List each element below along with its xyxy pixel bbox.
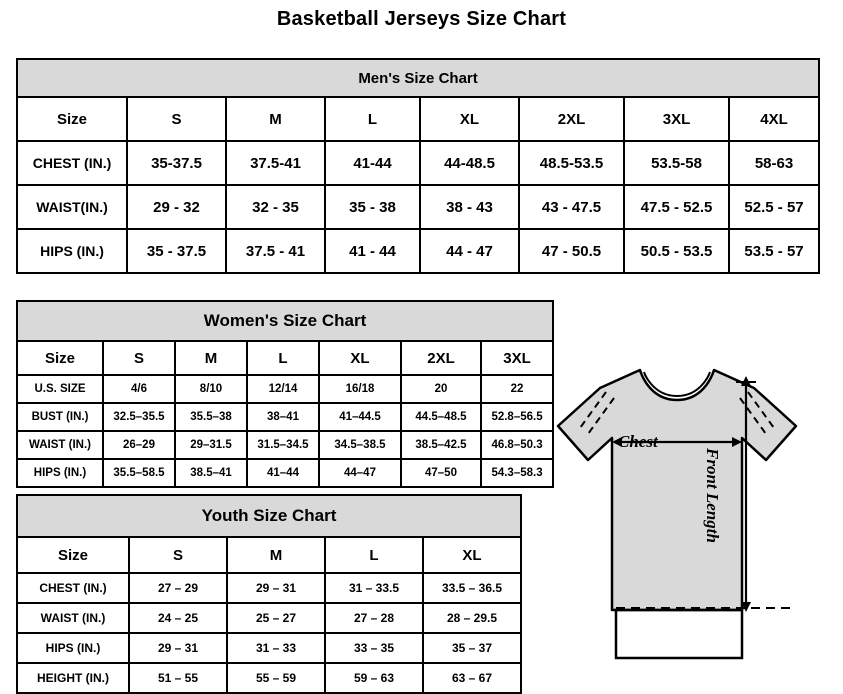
table-cell: 63 – 67 <box>423 663 521 693</box>
table-cell: 16/18 <box>319 375 401 403</box>
table-cell: 47.5 - 52.5 <box>624 185 729 229</box>
row-label: WAIST(IN.) <box>17 185 127 229</box>
table-cell: 53.5 - 57 <box>729 229 819 273</box>
table-cell: 52.5 - 57 <box>729 185 819 229</box>
table-cell: 31 – 33.5 <box>325 573 423 603</box>
row-label: HIPS (IN.) <box>17 229 127 273</box>
table-row <box>17 403 553 431</box>
table-cell: 50.5 - 53.5 <box>624 229 729 273</box>
row-label: BUST (IN.) <box>17 403 103 431</box>
jersey-measurement-diagram <box>540 348 840 668</box>
table-cell: 44–47 <box>319 459 401 487</box>
column-header: Size <box>17 537 129 573</box>
table-cell: 20 <box>401 375 481 403</box>
column-header: S <box>127 97 226 141</box>
table-row <box>17 185 819 229</box>
column-header: 4XL <box>729 97 819 141</box>
table-cell: 55 – 59 <box>227 663 325 693</box>
table-row <box>17 141 819 185</box>
table-cell: 34.5–38.5 <box>319 431 401 459</box>
table-caption-row <box>17 301 553 341</box>
youth-chart-caption: Youth Size Chart <box>17 495 521 537</box>
column-header: Size <box>17 97 127 141</box>
table-cell: 43 - 47.5 <box>519 185 624 229</box>
table-cell: 35 – 37 <box>423 633 521 663</box>
womens-size-chart-table <box>16 300 554 488</box>
table-cell: 12/14 <box>247 375 319 403</box>
table-row <box>17 459 553 487</box>
column-header: L <box>247 341 319 375</box>
table-cell: 22 <box>481 375 553 403</box>
table-header-row <box>17 341 553 375</box>
column-header: XL <box>420 97 519 141</box>
table-cell: 37.5-41 <box>226 141 325 185</box>
table-cell: 46.8–50.3 <box>481 431 553 459</box>
table-cell: 32.5–35.5 <box>103 403 175 431</box>
table-row <box>17 603 521 633</box>
column-header: L <box>325 537 423 573</box>
table-cell: 44 - 47 <box>420 229 519 273</box>
table-cell: 38 - 43 <box>420 185 519 229</box>
table-cell: 35 - 37.5 <box>127 229 226 273</box>
column-header: S <box>129 537 227 573</box>
row-label: CHEST (IN.) <box>17 141 127 185</box>
table-row <box>17 663 521 693</box>
column-header: L <box>325 97 420 141</box>
table-cell: 47–50 <box>401 459 481 487</box>
table-cell: 59 – 63 <box>325 663 423 693</box>
mens-size-chart-table <box>16 58 820 274</box>
jersey-shirt-icon <box>540 348 840 668</box>
table-cell: 35.5–58.5 <box>103 459 175 487</box>
table-cell: 33 – 35 <box>325 633 423 663</box>
table-cell: 27 – 28 <box>325 603 423 633</box>
youth-size-chart-table <box>16 494 522 694</box>
table-cell: 26–29 <box>103 431 175 459</box>
table-header-row <box>17 537 521 573</box>
table-cell: 44-48.5 <box>420 141 519 185</box>
table-cell: 48.5-53.5 <box>519 141 624 185</box>
row-label: U.S. SIZE <box>17 375 103 403</box>
womens-chart-caption: Women's Size Chart <box>17 301 553 341</box>
table-cell: 41–44 <box>247 459 319 487</box>
table-cell: 24 – 25 <box>129 603 227 633</box>
table-cell: 54.3–58.3 <box>481 459 553 487</box>
table-caption-row <box>17 495 521 537</box>
table-cell: 38.5–42.5 <box>401 431 481 459</box>
table-cell: 41-44 <box>325 141 420 185</box>
table-cell: 41–44.5 <box>319 403 401 431</box>
column-header: M <box>175 341 247 375</box>
table-cell: 38.5–41 <box>175 459 247 487</box>
table-cell: 47 - 50.5 <box>519 229 624 273</box>
table-row <box>17 431 553 459</box>
table-cell: 27 – 29 <box>129 573 227 603</box>
column-header: M <box>226 97 325 141</box>
row-label: WAIST (IN.) <box>17 431 103 459</box>
mens-chart-caption: Men's Size Chart <box>17 59 819 97</box>
row-label: HEIGHT (IN.) <box>17 663 129 693</box>
table-cell: 29 – 31 <box>129 633 227 663</box>
row-label: CHEST (IN.) <box>17 573 129 603</box>
row-label: HIPS (IN.) <box>17 459 103 487</box>
table-cell: 29 – 31 <box>227 573 325 603</box>
table-cell: 29 - 32 <box>127 185 226 229</box>
table-row <box>17 229 819 273</box>
table-cell: 35 - 38 <box>325 185 420 229</box>
table-row <box>17 573 521 603</box>
column-header: M <box>227 537 325 573</box>
table-cell: 51 – 55 <box>129 663 227 693</box>
table-cell: 31.5–34.5 <box>247 431 319 459</box>
row-label: WAIST (IN.) <box>17 603 129 633</box>
column-header: Size <box>17 341 103 375</box>
chest-measure-label: Chest <box>618 432 658 451</box>
table-cell: 53.5-58 <box>624 141 729 185</box>
row-label: HIPS (IN.) <box>17 633 129 663</box>
column-header: 2XL <box>519 97 624 141</box>
table-cell: 32 - 35 <box>226 185 325 229</box>
table-cell: 25 – 27 <box>227 603 325 633</box>
table-row <box>17 633 521 663</box>
table-cell: 44.5–48.5 <box>401 403 481 431</box>
table-cell: 31 – 33 <box>227 633 325 663</box>
table-row <box>17 375 553 403</box>
table-cell: 4/6 <box>103 375 175 403</box>
table-cell: 52.8–56.5 <box>481 403 553 431</box>
table-header-row <box>17 97 819 141</box>
table-cell: 35.5–38 <box>175 403 247 431</box>
table-cell: 29–31.5 <box>175 431 247 459</box>
column-header: 2XL <box>401 341 481 375</box>
column-header: XL <box>319 341 401 375</box>
front-length-measure-label: Front Length <box>703 448 722 543</box>
table-cell: 41 - 44 <box>325 229 420 273</box>
table-cell: 38–41 <box>247 403 319 431</box>
table-caption-row <box>17 59 819 97</box>
column-header: 3XL <box>624 97 729 141</box>
column-header: XL <box>423 537 521 573</box>
table-cell: 28 – 29.5 <box>423 603 521 633</box>
table-cell: 35-37.5 <box>127 141 226 185</box>
column-header: 3XL <box>481 341 553 375</box>
table-cell: 8/10 <box>175 375 247 403</box>
column-header: S <box>103 341 175 375</box>
table-cell: 58-63 <box>729 141 819 185</box>
page-title: Basketball Jerseys Size Chart <box>276 8 567 30</box>
table-cell: 37.5 - 41 <box>226 229 325 273</box>
table-cell: 33.5 – 36.5 <box>423 573 521 603</box>
